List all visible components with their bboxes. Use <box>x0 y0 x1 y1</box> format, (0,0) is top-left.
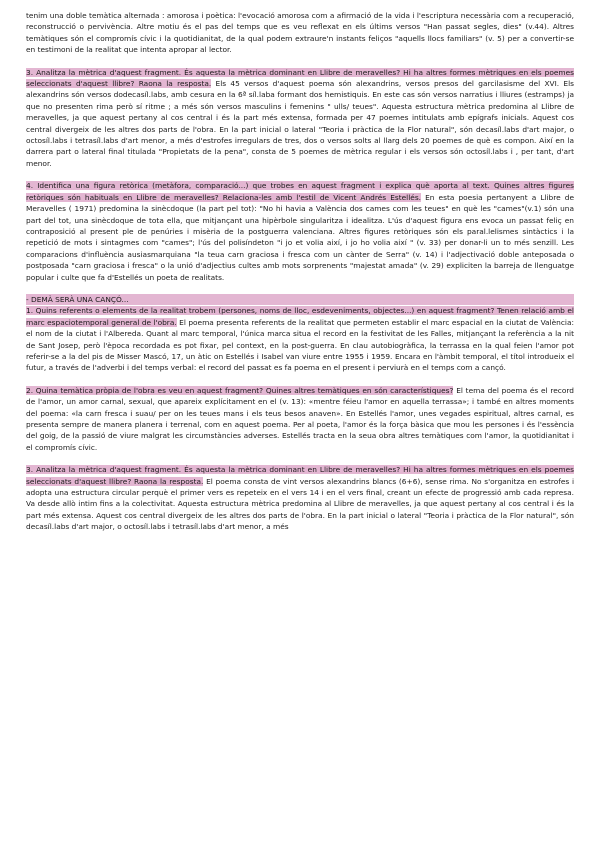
section-b-q2-answer: El tema del poema és el record de l'amor, un amor carnal, sexual, que apareix explícitament en el (v. 13): «mentre féieu l'amor en aquella terrassa»; i també en altres moments del poema: «la carn fresca i suau/ per on les teues mans i els teus besos anaven». En Estellés l'amor, unes vegades espiritual, altres carnal, es presenta sempre de manera planera i terrenal, com en aquest poema. Per al poeta, l'amor és la força bàsica que mou les persones i és l'essència del goig, de la passió de viure malgrat les circumstàncies adverses. Estellés tracta en la seua obra altres temàtiques com l'amor, la quotidianitat i el compromís cívic. <box>26 385 574 452</box>
intro-text: tenim una doble temàtica alternada : amorosa i poètica: l'evocació amorosa com a afirmació de la vida i l'escriptura necessària com a recuperació, reconstrucció o pervivència. Altre motiu és el pas del temps que es veu reflexat en els últims versos "Han passat segles, dies" (v.44). Altres temàtiques són el compromís cívic i la quotidianitat, de la qual podem extraure'n instants feliços "aquells llocs familiars" (v. 5) per a convertir-se en testimoni de la realitat que intenta apropar al lector. <box>26 11 574 55</box>
section-a-q4-paragraph <box>26 180 574 283</box>
section-a-q3-question: 3. Analitza la mètrica d'aquest fragment. És aquesta la mètrica dominant en Llibre de meravelles? Hi ha altres formes mètriques en els poemes seleccionats d'aquest llibre? Raona la resposta. <box>26 67 574 89</box>
section-b-heading: - DEMÀ SERÀ UNA CANÇÓ... <box>26 294 574 305</box>
section-b-q1-answer: El poema presenta referents de la realitat que permeten establir el marc espacial en la ciutat de València: el nom de la ciutat i l'Albereda. Quant al marc temporal, l'única marca situa el record en la festivitat de les Falles, mitjançant la referència a la nit de Sant Josep, però l'època recordada es pot fixar, pel context, en la post-guerra. En clau autobiogràfica, la terrassa en la qual feien l'amor pot referir-se a la del pis de Misser Mascó, 17, un àtic on Estellés i Isabel van viure entre 1955 i 1959. Encara en l'àmbit temporal, el títol introdueix el futur, a través de l'adverbi i del temps verbal: el record del passat es fa poema en el present i perviurà en el temps com a cançó. <box>26 317 574 373</box>
section-a-q4-answer: En esta poesia pertanyent a Llibre de Meravelles ( 1971) predomina la sinècdoque (la part pel tot): "No hi havia a València dos cames com les teues" en què les "cames"(v.1) són una part del tot, una sinècdoque de tota ella, que mitjançant una hipèrbole singularitza i idealitza. L'ús d'aquest figura ens evoca un passat feliç en contraposició al present ple de penúries i misèria de la postguerra valenciana. Altres figures retòriques són els paral.lelismes sintàctics i la repetició de mots i sintagmes com "cames"; l'ús del polisíndeton "i jo et volia així, i jo ho volia així " (v. 33) per donar-li un to més senzill. Les comparacions d'influència ausiasmarquiana "la teua carn graciosa i fresca com un cànter de Serra" (v. 14) i l'adjectivació doble anteposada o postposada "carn graciosa i fresca" o la unió d'adjectius cultes amb mots sorprenents "majestat amada" (v. 29) expliciten la barreja de llenguatge popular i culte que fa d'Estellés un poeta de realitats. <box>26 192 574 282</box>
section-b-q1-question: 1. Quins referents o elements de la realitat trobem (persones, noms de lloc, esdeveniments, objectes...) en aquest fragment? Tenen relació amb el marc espaciotemporal general de l'obra. <box>26 306 574 327</box>
intro-paragraph <box>26 10 574 56</box>
section-b-q2-question: 2. Quina temàtica pròpia de l'obra es veu en aquest fragment? Quines altres temàtiques en són característiques? <box>26 385 454 395</box>
section-a-q3-answer: Els 45 versos d'aquest poema són alexandrins, versos presos del garcilasisme del XVI. Els alexandrins són versos dodecasíl.labs, amb cesura en la 6ª síl.laba formant dos hemistiquis. En este cas són versos narratius i lliures (estramps) ja que no presenten rima però sí ritme ; a més són versos masculins i femenins " ulls/ teues". Aquesta estructura mètrica predomina al Llibre de meravelles, ja que aquest pertany al cos central i és la part més extensa, formada per 47 poemes intitulats amb epígrafs inicials. Aquest cos central divergeix de les altres dos parts de l'obra. En la part inicial o lateral "Teoria i pràctica de la Flor natural", són decasíl.labs d'art major, o octosíl.labs i tetrasíl.labs d'art menor, a més d'estrofes irregulars de tres, dos o versos solts al llarg dels 20 poemes de què es compon. Així en la darrera part o lateral final titulada "Propietats de la pena", consta de 5 poemes de mètrica regular i els versos són octosíl.labs i , per tant, d'art menor. <box>26 79 574 168</box>
section-b-q3-question: 3. Analitza la mètrica d'aquest fragment. És aquesta la mètrica dominant en Llibre de meravelles? Hi ha altres formes mètriques en els poemes seleccionats d'aquest llibre? Raona la resposta. <box>26 465 574 486</box>
section-a-q4-question: 4. Identifica una figura retòrica (metàfora, comparació...) que trobes en aquest fragment i explica què aporta al text. Quines altres figures retòriques són habituals en Llibre de meravelles? Relaciona-les amb l'estil de Vicent Andrés Estellés. <box>26 181 574 202</box>
section-a-q3-paragraph <box>26 67 574 170</box>
section-b-q3-paragraph <box>26 464 574 532</box>
section-b-q3-answer: El poema consta de vint versos alexandrins blancs (6+6), sense rima. No s'organitza en estrofes i adopta una estructura circular perquè el primer vers es repeteix en el vers 14 i en el vers final, creant un efecte de progressió amb cada represa. Va desde allò intim fins a la colectivitat. Aquesta estructura mètrica predomina al Llibre de meravelles, ja que aquest pertany al cos central i és la part més extensa. Aquest cos central divergeix de les altres dos parts de l'obra. En la part inicial o lateral "Teoria i pràctica de la Flor natural", són decasíl.labs d'art major, o octosíl.labs i tetrasíl.labs d'art menor, a més <box>26 476 574 532</box>
section-b-q1-paragraph <box>26 294 574 374</box>
section-b-q2-paragraph <box>26 385 574 453</box>
